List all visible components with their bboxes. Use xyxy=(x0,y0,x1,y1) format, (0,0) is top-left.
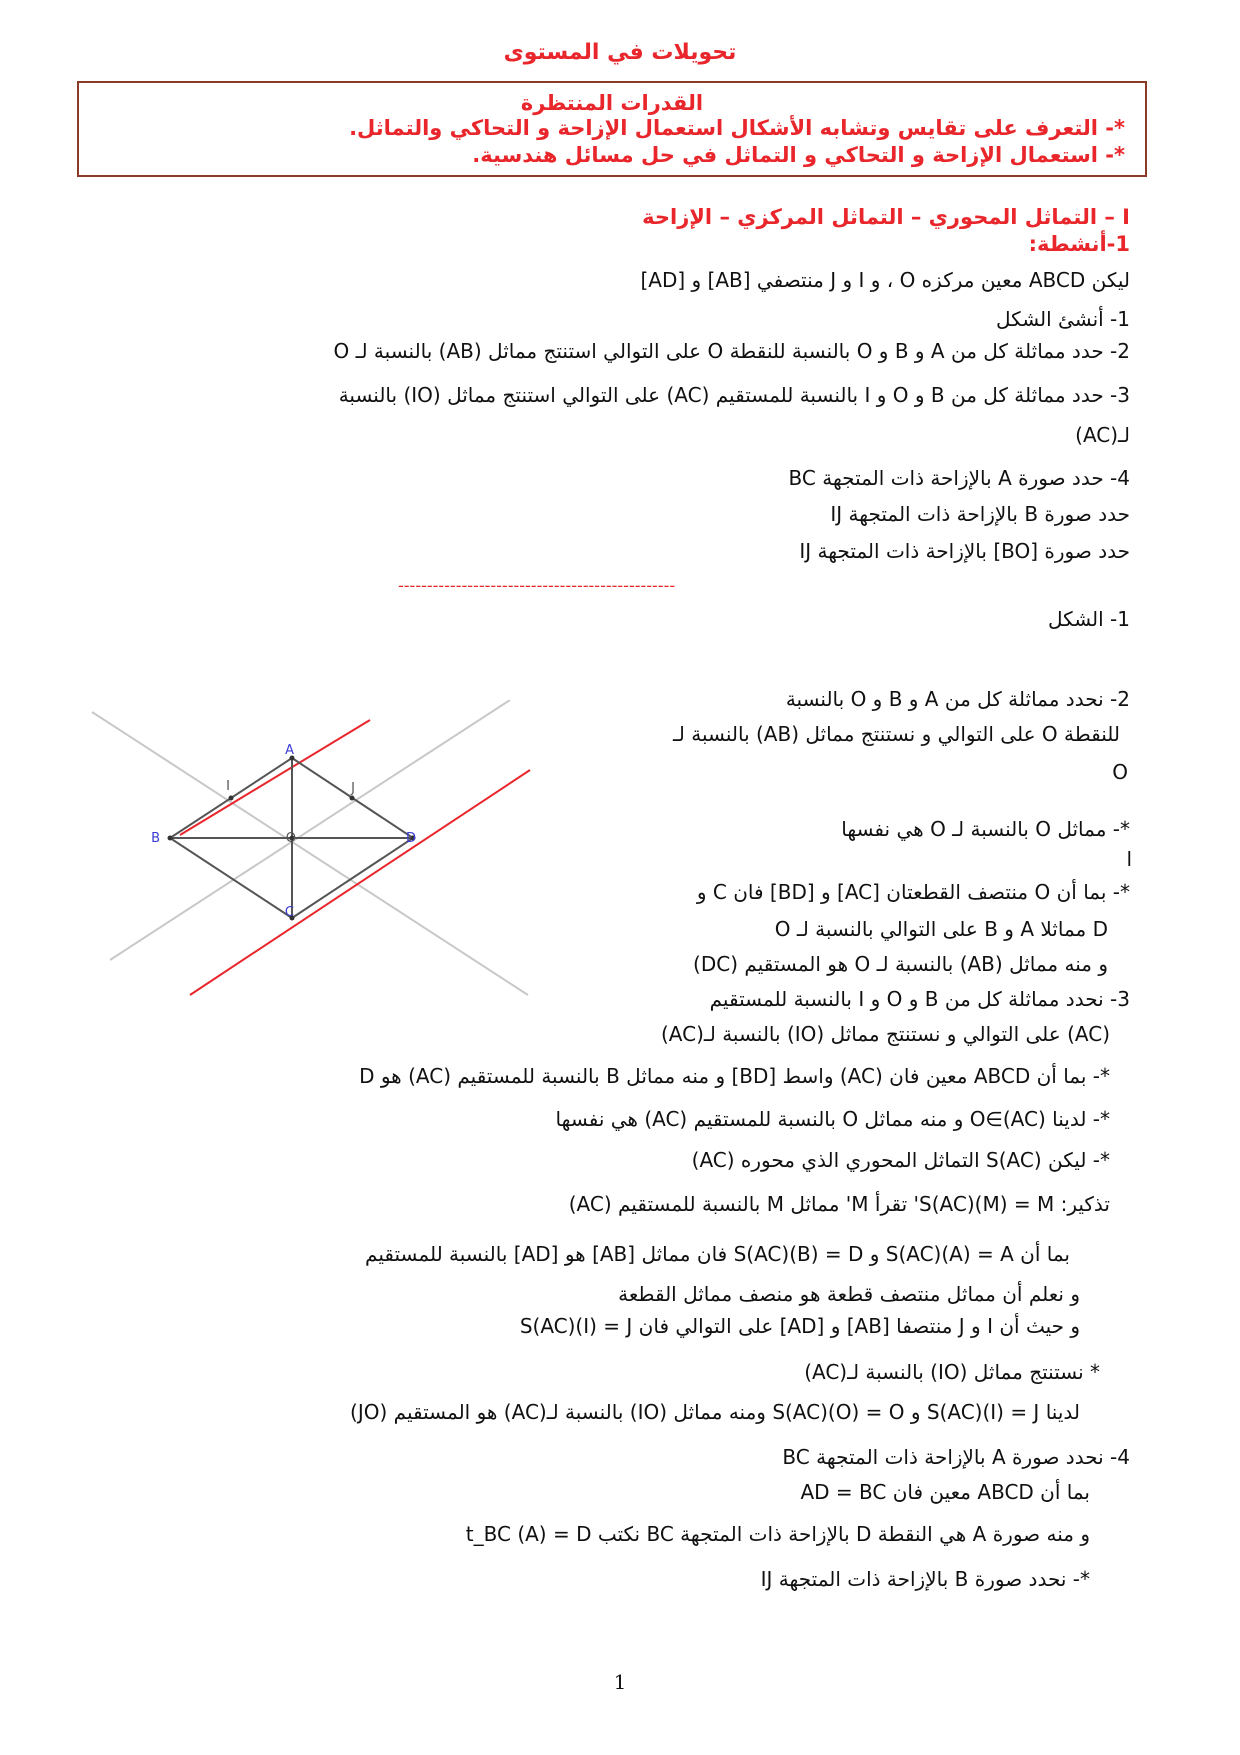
text-line: ا xyxy=(1126,847,1132,871)
text-line: و منه مماثل (AB) بالنسبة لـ O هو المستقيم (DC) xyxy=(693,952,1108,976)
label-c: C xyxy=(284,905,294,920)
abilities-box xyxy=(77,81,1147,177)
text-line: بما أن S(AC)(A) = A و S(AC)(B) = D فان مماثل [AB] هو [AD] بالنسبة للمستقيم xyxy=(365,1242,1070,1266)
text-line: *- نحدد صورة B بالإزاحة ذات المتجهة IJ xyxy=(760,1567,1090,1591)
text-line: 3- حدد مماثلة كل من B و O و I بالنسبة للمستقيم (AC) على التوالي استنتج مماثل (IO) بالنسبة xyxy=(338,383,1130,407)
text-line: O xyxy=(1112,760,1128,784)
text-line: D مماثلا A و B على التوالي بالنسبة لـ O xyxy=(774,917,1108,941)
section-heading: I – التماثل المحوري – التماثل المركزي – الإزاحة xyxy=(642,205,1130,229)
label-b: B xyxy=(151,831,160,846)
text-line: و منه صورة A هي النقطة D بالإزاحة ذات المتجهة BC نكتب t_BC (A) = D xyxy=(465,1522,1090,1546)
point-j xyxy=(350,796,355,801)
grey-line-io xyxy=(110,700,510,960)
text-line: *- بما أن O منتصف القطعتان [AC] و [BD] فان C و xyxy=(696,880,1130,904)
page-title: تحويلات في المستوى xyxy=(503,40,737,65)
page-number: 1 xyxy=(613,1670,627,1694)
text-line: و حيث أن I و J منتصفا [AB] و [AD] على التوالي فان S(AC)(I) = J xyxy=(519,1314,1080,1338)
text-line: *- مماثل O بالنسبة لـ O هي نفسها xyxy=(841,817,1130,841)
separator: ------------------------------------------------ xyxy=(398,576,676,595)
ability-item: *- استعمال الإزاحة و التحاكي و التماثل في حل مسائل هندسية. xyxy=(472,143,1125,167)
text-line: لـ(AC) xyxy=(1075,423,1130,447)
text-line: بما أن ABCD معين فان AD = BC xyxy=(800,1480,1090,1504)
point-b xyxy=(168,836,173,841)
label-a: A xyxy=(285,743,294,758)
text-line: *- بما أن ABCD معين فان (AC) واسط [BD] و منه مماثل B بالنسبة للمستقيم (AC) هو D xyxy=(359,1064,1110,1088)
grey-line-bd-left xyxy=(92,712,528,995)
text-line: 2- حدد مماثلة كل من A و B و O بالنسبة للنقطة O على التوالي استنتج مماثل (AB) بالنسبة لـ O xyxy=(333,339,1130,363)
text-line: لدينا S(AC)(I) = J و S(AC)(O) = O ومنه مماثل (IO) بالنسبة لـ(AC) هو المستقيم (JO) xyxy=(350,1400,1080,1424)
text-line: 3- نحدد مماثلة كل من B و O و I بالنسبة للمستقيم xyxy=(709,987,1130,1011)
red-line-ab xyxy=(180,720,370,835)
text-line: *- ليكن S(AC) التماثل المحوري الذي محوره (AC) xyxy=(691,1148,1110,1172)
text-line: 4- حدد صورة A بالإزاحة ذات المتجهة BC xyxy=(788,466,1130,490)
text-line: حدد صورة B بالإزاحة ذات المتجهة IJ xyxy=(830,502,1130,526)
label-j: J xyxy=(351,781,355,796)
abilities-heading: القدرات المنتظرة xyxy=(520,91,704,115)
label-d: D xyxy=(405,831,416,846)
text-line: حدد صورة [BO] بالإزاحة ذات المتجهة IJ xyxy=(799,539,1130,563)
rhombus-figure xyxy=(80,700,540,1010)
text-line: و نعلم أن مماثل منتصف قطعة هو منصف مماثل القطعة xyxy=(618,1282,1080,1306)
point-i xyxy=(229,796,234,801)
text-line: تذكير: S(AC)(M) = M' تقرأ M' مماثل M بالنسبة للمستقيم (AC) xyxy=(568,1192,1110,1216)
text-line: 1- أنشئ الشكل xyxy=(996,307,1130,331)
text-line: ليكن ABCD معين مركزه O ، و I و J منتصفي [AB] و [AD] xyxy=(640,268,1130,292)
label-i: I xyxy=(226,779,230,794)
label-o: O xyxy=(285,831,296,846)
ability-item: *- التعرف على تقايس وتشابه الأشكال استعمال الإزاحة و التحاكي والتماثل. xyxy=(349,116,1125,140)
text-line: * نستنتج مماثل (IO) بالنسبة لـ(AC) xyxy=(804,1360,1100,1384)
text-line: للنقطة O على التوالي و نستنتج مماثل (AB) بالنسبة لـ xyxy=(672,722,1120,746)
text-line: *- لدينا O∈(AC) و منه مماثل O بالنسبة للمستقيم (AC) هي نفسها xyxy=(555,1107,1110,1131)
text-line: 2- نحدد مماثلة كل من A و B و O بالنسبة xyxy=(785,687,1130,711)
text-line: 4- نحدد صورة A بالإزاحة ذات المتجهة BC xyxy=(782,1445,1130,1469)
section-subheading: 1-أنشطة: xyxy=(1028,232,1130,256)
text-line: 1- الشكل xyxy=(1048,607,1130,631)
text-line: (AC) على التوالي و نستنتج مماثل (IO) بالنسبة لـ(AC) xyxy=(660,1022,1110,1046)
